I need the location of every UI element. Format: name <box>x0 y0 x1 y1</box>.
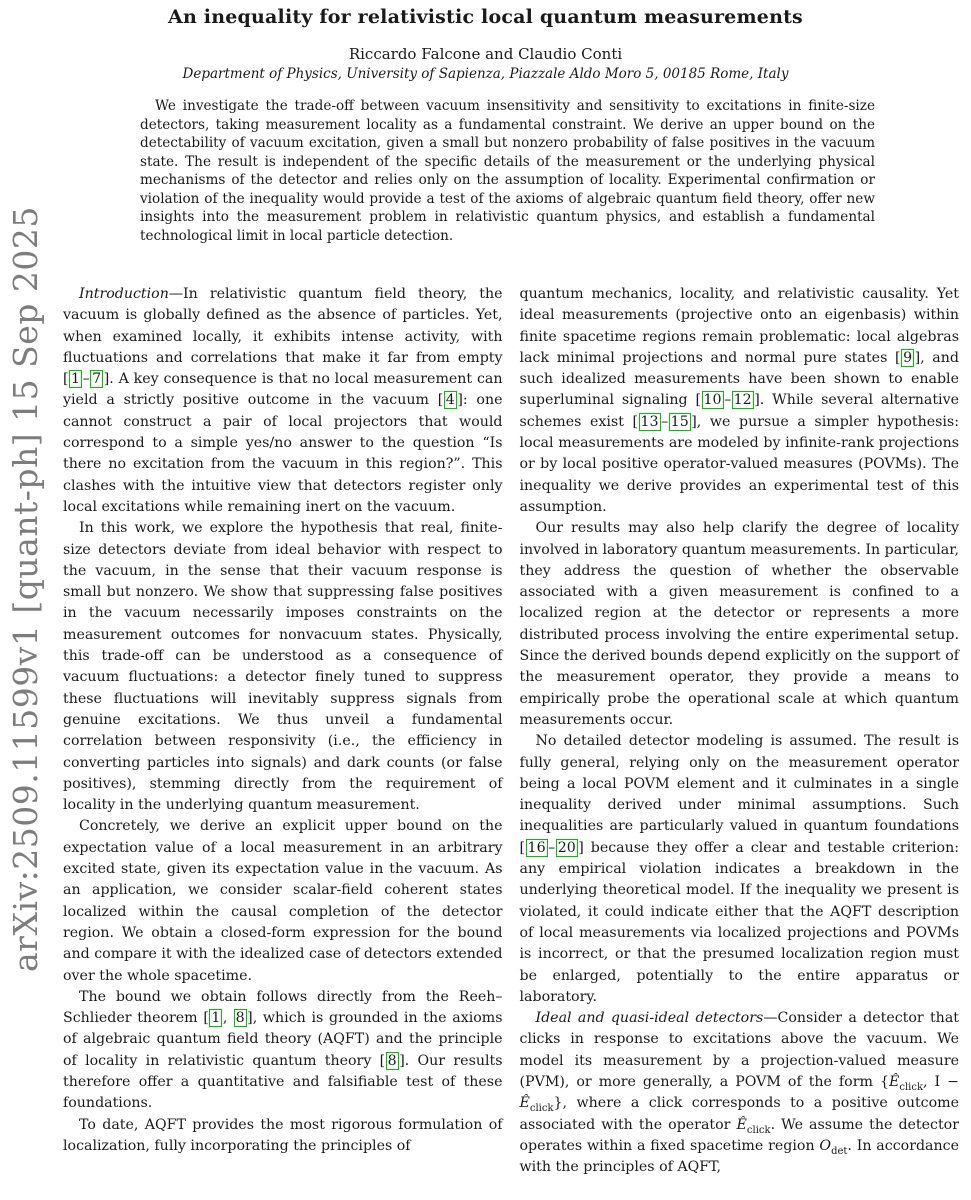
citation-link[interactable]: 10 <box>703 392 722 409</box>
paragraph <box>520 518 960 731</box>
text-run: —In relativistic quantum field theory, the vacuum is globally defined as the absence of particles. Yet, when examined locally, it exhibits intense activity, with fluctuations and correlations that make it far from empty [ <box>63 286 503 388</box>
math-subscript: click <box>899 1081 924 1093</box>
text-run: ]: one cannot construct a pair of local projectors that would correspond to a simple yes/no answer to the question “Is there no excitation from the vacuum in this region?”. This clashes with the intuitive view that detectors register only local excitations while remaining inert on the vacuum. <box>63 392 503 515</box>
text-run: . We assume the detector operates within a fixed spacetime region <box>519 1116 959 1154</box>
citation-link[interactable]: 16 <box>527 839 546 856</box>
abstract-text: We investigate the trade-off between vacuum insensitivity and sensitivity to excitations in finite-size detectors, taking measurement locality as a fundamental constraint. We derive an upper bound on the detectability of vacuum excitation, given a small but nonzero probability of false positives in the vacuum state. The result is independent of the specific details of the measurement or the underlying physical mechanisms of the detector and relies only on the assumption of locality. Experimental confirmation or violation of the inequality would provide a test of the axioms of algebraic quantum field theory, offer new insights into the measurement problem in relativistic quantum physics, and establish a fundamental technological limit in local particle detection. <box>140 98 875 244</box>
paragraph <box>520 284 960 518</box>
citation-link[interactable]: 1 <box>211 1010 221 1027</box>
text-run: ], and such idealized measurements have been shown to enable superluminal signaling [ <box>519 349 959 409</box>
citation-link[interactable]: 15 <box>670 413 689 430</box>
text-run: quantum mechanics, locality, and relativistic causality. Yet ideal measurements (projective onto an eigenbasis) within finite spacetime regions remain problematic: local algebras lack minimal projections and normal pure states [ <box>519 286 959 366</box>
text-run: In this work, we explore the hypothesis that real, finite-size detectors deviate from ideal behavior with respect to the vacuum, in the sense that their vacuum response is small but nonzero. We show that suppressing false positives in the vacuum necessarily imposes constraints on the measurement outcomes for nonvacuum states. Physically, this trade-off can be understood as a consequence of vacuum fluctuations: a detector finely tuned to suppress these fluctuations will inevitably suppress signals from genuine excitations. We thus unveil a fundamental correlation between responsivity (i.e., the efficiency in converting particles into signals) and dark counts (or false positives), stemming directly from the requirement of locality in the underlying quantum measurement. <box>63 520 503 814</box>
math-symbol: $Ê_{click}$ <box>888 1073 924 1093</box>
paragraph <box>520 731 960 1008</box>
paragraph <box>63 284 503 518</box>
text-run: ]. While several alternative schemes exist [ <box>519 392 959 430</box>
citation-link[interactable]: 7 <box>92 371 102 388</box>
paragraph <box>520 1008 960 1178</box>
arxiv-watermark: arXiv:2509.11599v1 [quant-ph] 15 Sep 2025 <box>6 206 45 972</box>
italic-run: Ideal and quasi-ideal detectors <box>535 1010 764 1027</box>
paragraph <box>63 518 503 816</box>
paper-title: An inequality for relativistic local quantum measurements <box>168 6 803 28</box>
math-symbol: $Ê_{click}$ <box>519 1095 554 1115</box>
affiliation-line: Department of Physics, University of Sapienza, Piazzale Aldo Moro 5, 00185 Rome, Italy <box>182 66 789 82</box>
math-symbol: $O_{det}$ <box>819 1137 848 1157</box>
math-subscript: click <box>746 1124 771 1136</box>
text-run: . In accordance with the principles of AQFT, <box>519 1137 959 1176</box>
citation-link[interactable]: 20 <box>557 839 576 856</box>
text-run: Concretely, we derive an explicit upper bound on the expectation value of a local measurement in an arbitrary excited state, given its expectation value in the vacuum. As an application, we consider scalar-field coherent states localized within the causal completion of the detector region. We obtain a closed-form expression for the bound and compare it with the idealized case of detectors extended over the whole spacetime. <box>63 818 503 984</box>
math-subscript: det <box>831 1145 848 1157</box>
text-run: ] because they offer a clear and testable criterion: any empirical violation indicates a breakdown in the underlying theoretical model. If the inequality we present is violated, it could indicate either that the AQFT description of local measurements via localized projections and POVMs is incorrect, or that the presumed localization region must be enlarged, potentially to the entire apparatus or laboratory. <box>519 839 959 1005</box>
citation-link[interactable]: 9 <box>903 349 913 366</box>
italic-run: Introduction <box>79 286 169 302</box>
body-columns <box>0 284 971 1178</box>
text-run: }, where a click corresponds to a positive outcome associated with the operator <box>519 1095 959 1133</box>
math-symbol: $Ê_{click}$ <box>736 1116 771 1136</box>
paragraph <box>63 1115 503 1158</box>
text-run: , I − <box>923 1073 959 1090</box>
citation-link[interactable]: 12 <box>733 392 752 409</box>
text-run: No detailed detector modeling is assumed. The result is fully general, relying only on the measurement operator being a local POVM element and it culminates in a single inequality derived under minimal assumptions. Such inequalities are particularly valued in quantum foundations [ <box>519 733 959 856</box>
text-run: ]. Our results therefore offer a quantitative and falsifiable test of these foundations. <box>63 1052 503 1112</box>
text-run: To date, AQFT provides the most rigorous formulation of localization, fully incorporating the principles of <box>63 1116 503 1154</box>
text-run: ], which is grounded in the axioms of algebraic quantum field theory (AQFT) and the principle of locality in relativistic quantum theory [ <box>63 1010 503 1069</box>
text-run: – <box>724 392 732 409</box>
authors-line: Riccardo Falcone and Claudio Conti <box>348 45 623 63</box>
citation-link[interactable]: 8 <box>387 1052 397 1069</box>
text-run: – <box>82 371 90 388</box>
text-run: ], we pursue a simpler hypothesis: local measurements are modeled by infinite-rank projections or by local positive operator-valued measures (POVMs). The inequality we derive provides an experimental test of this assumption. <box>519 413 959 515</box>
citation-link[interactable]: 8 <box>235 1010 245 1027</box>
text-run: The bound we obtain follows directly from the Reeh–Schlieder theorem [ <box>63 988 503 1027</box>
text-run: – <box>548 839 556 856</box>
text-run: —Consider a detector that clicks in response to excitations above the vacuum. We model its measurement by a projection-valued measure (PVM), or more generally, a POVM of the form { <box>519 1010 959 1090</box>
left-column <box>63 284 503 1178</box>
math-subscript: click <box>529 1103 554 1115</box>
text-run: ]. A key consequence is that no local measurement can yield a strictly positive outcome in the vacuum [ <box>63 371 503 409</box>
citation-link[interactable]: 4 <box>445 392 455 409</box>
text-run: Our results may also help clarify the degree of locality involved in laboratory quantum measurements. In particular, they address the question of whether the observable associated with a given measurement is confined to a localized region at the detector or represents a more distributed process involving the entire experimental setup. Since the derived bounds depend explicitly on the support of the measurement operator, they provide a means to empirically probe the operational scale at which quantum measurements occur. <box>519 520 959 728</box>
text-run: , <box>222 1010 234 1027</box>
paper-header <box>0 0 971 82</box>
citation-link[interactable]: 1 <box>71 371 81 388</box>
paragraph <box>63 816 503 986</box>
text-run: – <box>661 413 669 430</box>
right-column <box>520 284 960 1178</box>
citation-link[interactable]: 13 <box>640 413 659 430</box>
paragraph <box>63 987 503 1115</box>
